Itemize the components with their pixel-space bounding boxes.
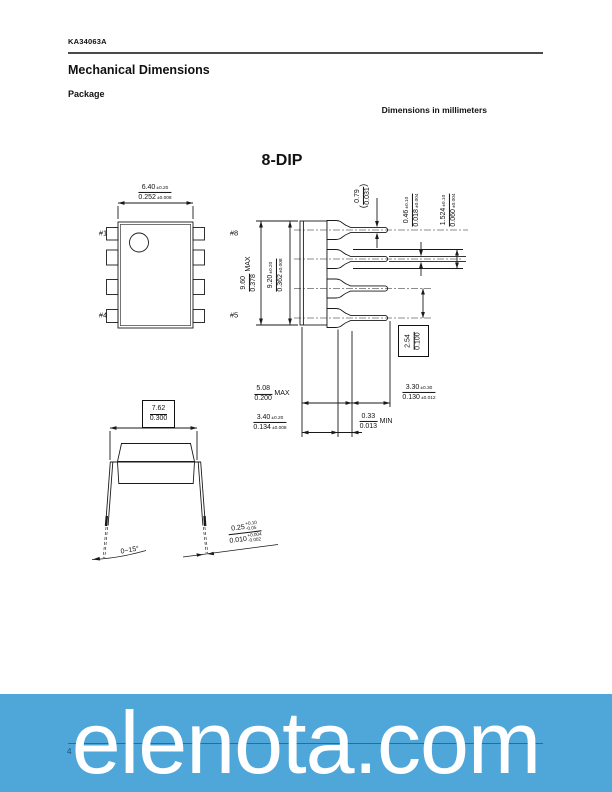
- dim-row-spacing-box: $\frac{7.62}{0.300}$: [142, 400, 175, 428]
- pin-label-8: #8: [229, 228, 239, 238]
- pin-label-5: #5: [229, 310, 239, 320]
- dim-lead-width: 0.25 +0.10 -0.05 0.010 +0.004 -0.002: [229, 519, 262, 545]
- page-title: Mechanical Dimensions: [68, 63, 210, 77]
- dim-seating-height: $\frac{5.08}{0.200}$ MAX: [254, 384, 290, 402]
- pin-label-4: #4: [98, 310, 108, 320]
- dim-body-thickness: $\frac{3.40\pm 0.20}{0.134\pm 0.008}$: [253, 413, 287, 431]
- doc-number: KA34063A: [68, 37, 107, 46]
- page-subtitle: Package: [68, 89, 105, 99]
- dim-tip-thickness: $\frac{0.33}{0.013}$ MIN: [359, 412, 393, 430]
- watermark-text: elenota.com: [71, 693, 541, 792]
- dim-lead-pitch-box: 2.54 0.100: [398, 325, 429, 357]
- pin-label-1: #1: [98, 228, 108, 238]
- units-note: Dimensions in millimeters: [381, 105, 487, 115]
- page-number: 4: [67, 747, 72, 756]
- dim-lead-tip-width: ( 0.79 0.031 ): [353, 183, 371, 209]
- dim-lead-thickness: 0.46±0.10 0.018±0.004: [402, 193, 420, 227]
- dim-lead-angle: 0~15°: [120, 545, 140, 556]
- watermark-banner: [0, 694, 612, 792]
- dim-lead-length: $\frac{3.30\pm 0.30}{0.130\pm 0.012}$: [402, 383, 436, 401]
- dim-overall-height: 9.60 0.378 MAX: [239, 256, 257, 292]
- dim-lead-shoulder-width: 1.524±0.10 0.060±0.004: [439, 193, 457, 227]
- dim-body-length: 9.20±0.20 0.362±0.008: [266, 258, 284, 292]
- dim-body-width: $\frac{6.40\pm 0.20}{0.252\pm 0.008}$: [138, 183, 172, 201]
- figure-title: 8-DIP: [261, 152, 303, 169]
